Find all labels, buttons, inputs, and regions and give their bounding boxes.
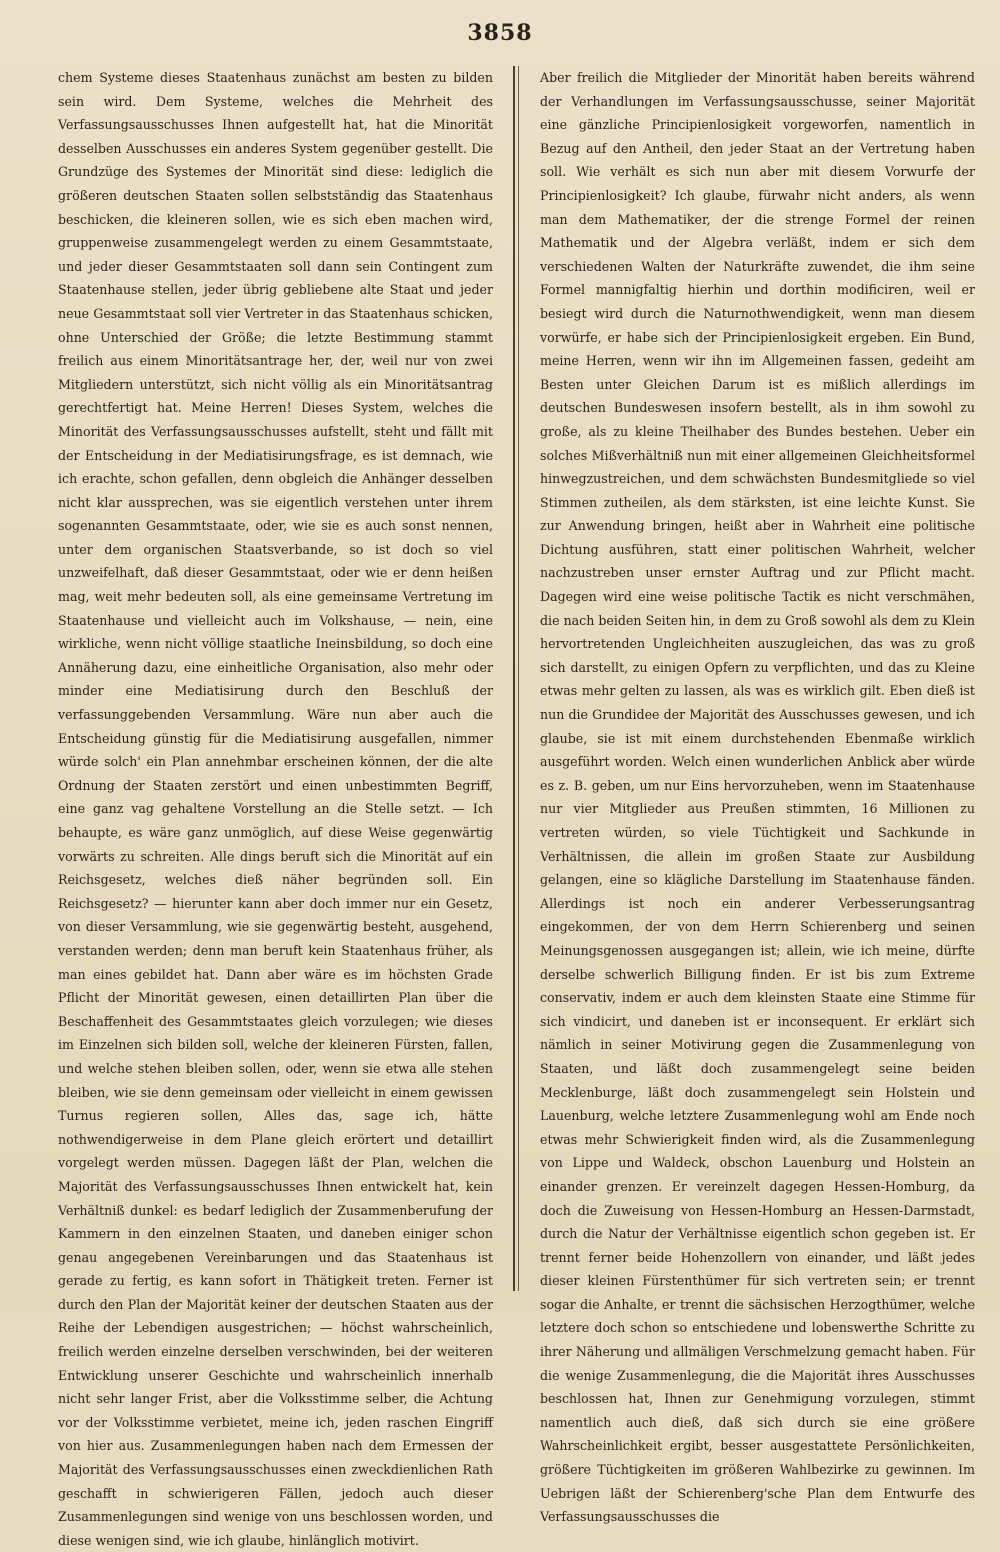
right-column-text: Aber freilich die Mitglieder der Minorität haben bereits während der Verhandlungen im Verfassungsausschusse, seiner Majorität eine gänzliche Principienlosigkeit vorgeworfen, namentlich in Bezug auf den Antheil, den jeder Staat an der Vertretung haben soll. Wie verhält es sich nun aber mit diesem Vorwurfe der Principienlosigkeit? Ich glaube, fürwahr nicht anders, als wenn man dem Mathematiker, der die strenge Formel der reinen Mathematik und der Algebra verläßt, indem er sich dem verschiedenen Walten der Naturkräfte zuwendet, die ihm seine Formel mannigfaltig hierhin und dorthin modificiren, weil er besiegt wird durch die Naturnothwendigkeit, wenn man diesem vorwürfe, er habe sich der Principienlosigkeit ergeben. Ein Bund, meine Herren, wenn wir ihn im Allgemeinen fassen, gedeiht am Besten unter Gleichen Darum ist es mißlich allerdings im deutschen Bundeswesen insofern bestellt, als in ihm sowohl zu große, als zu kleine Theilhaber des Bundes bestehen. Ueber ein solches Mißverhältniß nun mit einer allgemeinen Gleichheitsformel hinwegzustreichen, und dem schwächsten Bundesmitgliede so viel Stimmen zutheilen, als dem stärksten, ist eine leichte Kunst. Sie zur Anwendung bringen, heißt aber in Wahrheit eine politische Dichtung ausführen, statt einer politischen Wahrheit, welcher nachzustreben unser ernster Auftrag und zur Pflicht macht. Dagegen wird eine weise politische Tactik es nicht verschmähen, die nach beiden Seiten hin, in dem zu Groß sowohl als dem zu Klein hervortretenden Ungleichheiten auszugleichen, das was zu groß sich darstellt, zu einigen Opfern zu verpflichten, und das zu Kleine etwas mehr gelten zu lassen, als was es wirklich gilt. Eben dieß ist nun die Grundidee der Majorität des Ausschusses gewesen, und ich glaube, sie ist mit einem durchstehenden Ebenmaße wirklich ausgeführt worden. Welch einen wunderlichen Anblick aber würde es z. B. geben, um nur Eins hervorzuheben, wenn im Staatenhause nur vier Mitglieder aus Preußen stimmten, 16 Millionen zu vertreten würden, so viele Tüchtigkeit und Sachkunde in Verhältnissen, die allein im großen Staate zur Ausbildung gelangen, eine so klägliche Darstellung im Staatenhause fänden. Allerdings ist noch ein anderer Verbesserungsantrag eingekommen, der von dem Herrn Schierenberg und seinen Meinungsgenossen ausgegangen ist; allein, wie ich meine, dürfte derselbe schwerlich Billigung finden. Er ist bis zum Extreme conservativ, indem er auch dem kleinsten Staate eine Stimme für sich vindicirt, und daneben ist er inconsequent. Er erklärt sich nämlich in seiner Motivirung gegen die Zusammenlegung von Staaten, und läßt doch zusammengelegt seine beiden Mecklenburge, läßt doch zusammengelegt sein Holstein und Lauenburg, welche letztere Zusammenlegung wohl am Ende noch etwas mehr Schwierigkeit finden wird, als die Zusammenlegung von Lippe und Waldeck, obschon Lauenburg und Holstein an einander grenzen. Er vereinzelt dagegen Hessen-Homburg, da doch die Zuweisung von Hessen-Homburg an Hessen-Darmstadt, durch die Natur der Verhältnisse eigentlich schon gegeben ist. Er trennt ferner beide Hohenzollern von einander, und läßt jedes dieser kleinen Fürstenthümer für sich vertreten sein; er trennt sogar die Anhalte, er trennt die sächsischen Herzogthümer, welche letztere doch schon so entschiedene und lobenswerthe Schritte zu ihrer Näherung und allmäligen Verschmelzung gemacht haben. Für die wenige Zusammenlegung, die die Majorität ihres Ausschusses beschlossen hat, Ihnen zur Genehmigung vorzulegen, stimmt namentlich auch dieß, daß sich durch sie eine größere Wahrscheinlichkeit ergibt, besser ausgestattete Persönlichkeiten, größere Tüchtigkeiten im größeren Wahlbezirke zu gewinnen. Im Uebrigen läßt der Schierenberg'sche Plan dem Entwurfe des Verfassungsausschusses die — [540, 70, 975, 1525]
right-column — [540, 66, 975, 1525]
left-column — [58, 66, 493, 1548]
left-column-text: chem Systeme dieses Staatenhaus zunächst am besten zu bilden sein wird. Dem Systeme, welches die Mehrheit des Verfassungsausschusses Ihnen aufgestellt hat, hat die Minorität desselben Ausschusses ein anderes System gegenüber gestellt. Die Grundzüge des Systemes der Minorität sind diese: lediglich die größeren deutschen Staaten sollen selbstständig das Staatenhaus beschicken, die kleineren sollen, wie es sich eben machen wird, gruppenweise zusammengelegt werden zu einem Gesammtstaate, und jeder dieser Gesammtstaaten soll dann sein Contingent zum Staatenhause stellen, jeder übrig gebliebene alte Staat und jeder neue Gesammtstaat soll vier Vertreter in das Staatenhaus schicken, ohne Unterschied der Größe; die letzte Bestimmung stammt freilich aus einem Minoritätsantrage her, der, weil nur von zwei Mitgliedern unterstützt, sich nicht völlig als ein Minoritätsantrag gerechtfertigt hat. Meine Herren! Dieses System, welches die Minorität des Verfassungsausschusses aufstellt, steht und fällt mit der Entscheidung in der Mediatisirungsfrage, es ist demnach, wie ich erachte, schon gefallen, denn obgleich die Anhänger desselben nicht klar aussprechen, was sie eigentlich verstehen unter ihrem sogenannten Gesammtstaate, oder, wie sie es auch sonst nennen, unter dem organischen Staatsverbande, so ist doch so viel unzweifelhaft, daß dieser Gesammtstaat, oder wie er denn heißen mag, weit mehr bedeuten soll, als eine gemeinsame Vertretung im Staatenhause und vielleicht auch im Volkshause, — nein, eine wirkliche, wenn nicht völlige staatliche Ineinsbildung, so doch eine Annäherung dazu, eine einheitliche Organisation, also mehr oder minder eine Mediatisirung durch den Beschluß der verfassunggebenden Versammlung. Wäre nun aber auch die Entscheidung günstig für die Mediatisirung ausgefallen, nimmer würde solch' ein Plan annehmbar erscheinen können, der die alte Ordnung der Staaten zerstört und einen unbestimmten Begriff, eine ganz vag gehaltene Vorstellung an die Stelle setzt. — Ich behaupte, es wäre ganz unmöglich, auf diese Weise gegenwärtig vorwärts zu schreiten. Alle dings beruft sich die Minorität auf ein Reichsgesetz, welches dieß näher begründen soll. Ein Reichsgesetz? — hierunter kann aber doch immer nur ein Gesetz, von dieser Versammlung, wie sie gegenwärtig besteht, ausgehend, verstanden werden; denn man beruft kein Staatenhaus früher, als man eines gebildet hat. Dann aber wäre es im höchsten Grade Pflicht der Minorität gewesen, einen detaillirten Plan über die Beschaffenheit des Gesammtstaates gleich vorzulegen; wie dieses im Einzelnen sich bilden soll, welche der kleineren Fürsten, fallen, und welche stehen bleiben sollen, oder, wenn sie etwa alle stehen bleiben, wie sie denn gemeinsam oder vielleicht in einem gewissen Turnus regieren sollen, Alles das, sage ich, hätte nothwendigerweise in dem Plane gleich erörtert und detaillirt vorgelegt werden müssen. Dagegen läßt der Plan, welchen die Majorität des Verfassungsausschusses Ihnen entwickelt hat, kein Verhältniß dunkel: es bedarf lediglich der Zusammenberufung der Kammern in den einzelnen Staaten, und daneben einiger schon genau angegebenen Vereinbarungen und das Staatenhaus ist gerade zu fertig, es kann sofort in Thätigkeit treten. Ferner ist durch den Plan der Majorität keiner der deutschen Staaten aus der Reihe der Lebendigen ausgestrichen; — höchst wahrscheinlich, freilich werden einzelne derselben verschwinden, bei der weiteren Entwicklung unserer Geschichte und wahrscheinlich innerhalb nicht sehr langer Frist, aber die Volksstimme selber, die Achtung vor der Volksstimme verbietet, meine ich, jeden raschen Eingriff von hier aus. Zusammenlegungen haben nach dem Ermessen der Majorität des Verfassungsausschusses einen zweckdienlichen Rath geschafft in schwierigeren Fällen, jedoch auch dieser Zusammenlegungen sind wenige von uns beschlossen worden, und diese wenigen sind, wie ich glaube, hinlänglich motivirt. — [58, 70, 493, 1548]
column-divider-inner — [518, 66, 519, 1291]
column-divider — [513, 66, 515, 1291]
page-number: 3858 — [467, 20, 533, 46]
